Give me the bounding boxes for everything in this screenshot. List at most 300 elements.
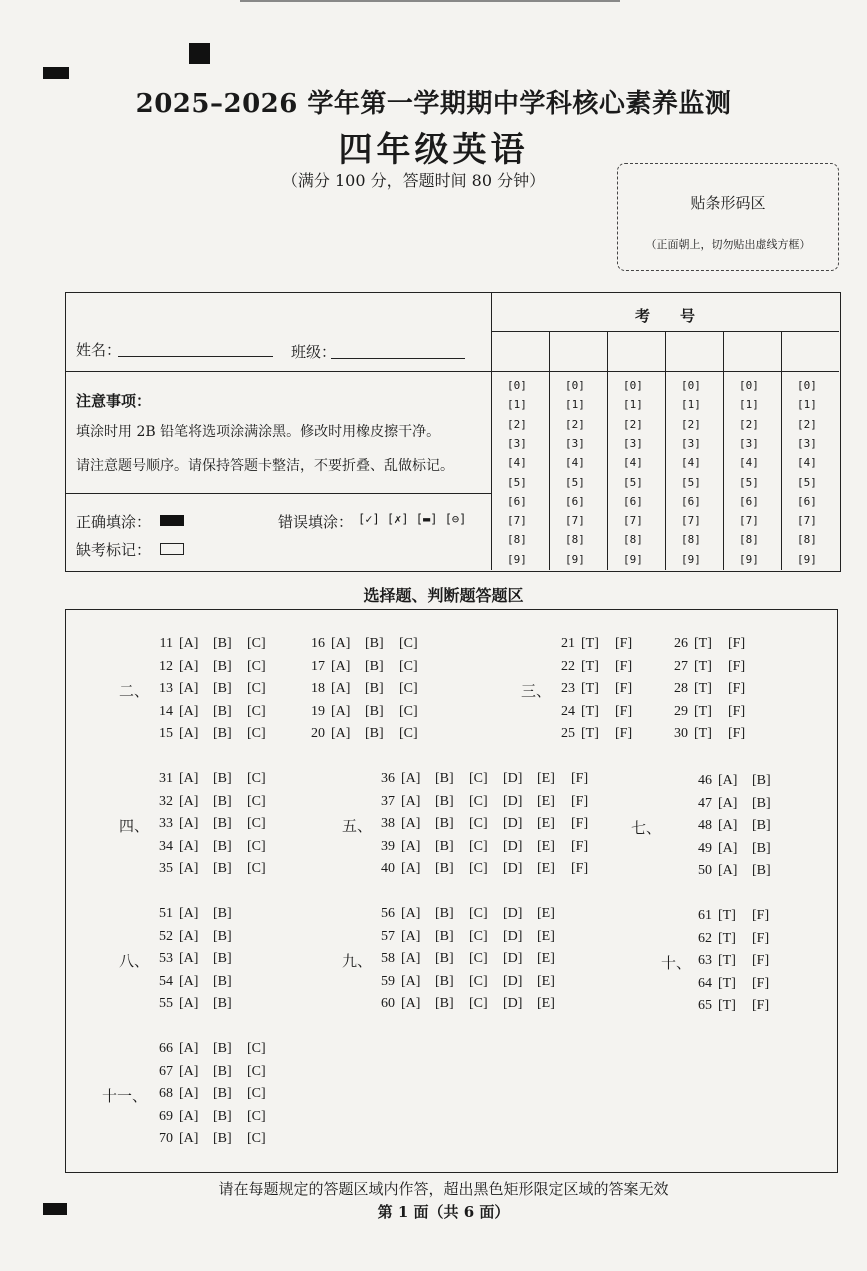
examno-digit-bubble[interactable]: [6] (623, 494, 643, 508)
answer-row-37 (373, 794, 605, 810)
examno-digit-bubble[interactable]: [5] (739, 475, 759, 489)
answer-option-bubble[interactable]: [D] (503, 906, 523, 921)
examno-digit-bubble[interactable]: [0] (797, 379, 817, 392)
answer-area (65, 609, 838, 1173)
examno-digit-bubble[interactable]: [8] (681, 533, 701, 547)
answer-option-bubble[interactable]: [A] (179, 681, 199, 697)
examno-digit-bubble[interactable]: [4] (681, 456, 701, 470)
answer-section-title: 选择题、判断题答题区 (363, 586, 524, 605)
examno-digit-bubble[interactable]: [5] (681, 475, 701, 489)
section-label: 十、 (661, 954, 692, 973)
answer-option-bubble[interactable]: [D] (503, 996, 523, 1012)
question-number: 46 (698, 773, 712, 788)
examno-digit-bubble[interactable]: [8] (507, 533, 527, 547)
answer-option-bubble[interactable]: [D] (503, 793, 523, 809)
answer-option-bubble[interactable]: [B] (435, 793, 454, 809)
answer-option-bubble[interactable]: [A] (718, 795, 738, 811)
question-number: 26 (674, 636, 688, 651)
question-number: 22 (561, 658, 575, 674)
answer-option-bubble[interactable]: [B] (435, 861, 454, 877)
answer-option-bubble[interactable]: [T] (581, 636, 599, 651)
question-number: 33 (159, 816, 173, 832)
answer-option-bubble[interactable]: [F] (752, 953, 770, 969)
answer-option-bubble[interactable]: [B] (213, 996, 232, 1012)
examno-digit-bubble[interactable]: [3] (565, 436, 585, 450)
answer-option-bubble[interactable]: [B] (213, 1041, 232, 1056)
examno-digit-bubble[interactable]: [2] (681, 417, 701, 431)
answer-option-bubble[interactable]: [F] (752, 930, 770, 946)
barcode-area (617, 163, 839, 271)
answer-option-bubble[interactable]: [F] (571, 793, 589, 809)
answer-option-bubble[interactable]: [T] (694, 703, 712, 719)
answer-option-bubble[interactable]: [T] (718, 908, 736, 923)
answer-row-15 (151, 726, 281, 742)
examno-digit-bubble[interactable]: [5] (507, 475, 527, 489)
answer-option-bubble[interactable]: [B] (752, 773, 771, 788)
examno-digit-bubble[interactable]: [0] (507, 379, 527, 392)
answer-option-bubble[interactable]: [C] (469, 838, 488, 854)
answer-option-bubble[interactable]: [D] (503, 973, 523, 989)
question-number: 28 (674, 681, 688, 697)
answer-option-bubble[interactable]: [B] (365, 703, 384, 719)
answer-option-bubble[interactable]: [C] (399, 636, 418, 651)
answer-option-bubble[interactable]: [F] (752, 908, 770, 923)
answer-option-bubble[interactable]: [A] (718, 840, 738, 856)
answer-option-bubble[interactable]: [A] (179, 1131, 199, 1147)
answer-row-46 (690, 773, 786, 789)
answer-option-bubble[interactable]: [E] (537, 906, 555, 921)
examno-digit-bubble[interactable]: [1] (797, 398, 817, 412)
answer-option-bubble[interactable]: [F] (571, 838, 589, 854)
answer-option-bubble[interactable]: [E] (537, 951, 555, 967)
answer-option-bubble[interactable]: [B] (213, 951, 232, 967)
examno-digit-bubble[interactable]: [3] (507, 436, 527, 450)
answer-option-bubble[interactable]: [E] (537, 838, 555, 854)
answer-option-bubble[interactable]: [A] (179, 793, 199, 809)
question-number: 68 (159, 1086, 173, 1102)
examno-digit-bubble[interactable]: [1] (565, 398, 585, 412)
examno-digit-bubble[interactable]: [1] (739, 398, 759, 412)
examno-digit-bubble[interactable]: [4] (565, 456, 585, 470)
answer-option-bubble[interactable]: [C] (469, 996, 488, 1012)
answer-option-bubble[interactable]: [B] (213, 928, 232, 944)
answer-option-bubble[interactable]: [F] (615, 726, 633, 742)
examno-digit-bubble[interactable]: [5] (797, 475, 817, 489)
question-number: 20 (311, 726, 325, 742)
examno-digit-bubble[interactable]: [9] (797, 552, 817, 566)
answer-row-58 (373, 951, 571, 967)
examno-digit-bubble[interactable]: [9] (739, 552, 759, 566)
answer-option-bubble[interactable]: [B] (435, 816, 454, 832)
answer-row-16 (303, 636, 433, 652)
examno-digit-bubble[interactable]: [2] (739, 417, 759, 431)
notice-title: 注意事项： (76, 392, 152, 410)
examno-digit-bubble[interactable]: [3] (623, 436, 643, 450)
examno-digit-bubble[interactable]: [4] (797, 456, 817, 470)
answer-option-bubble[interactable]: [B] (365, 726, 384, 742)
examno-digit-bubble[interactable]: [4] (739, 456, 759, 470)
question-number: 32 (159, 793, 173, 809)
exam-title: 2025–2026 学年第一学期期中学科核心素养监测 (135, 89, 732, 119)
examno-digit-bubble[interactable]: [1] (681, 398, 701, 412)
answer-option-bubble[interactable]: [E] (537, 996, 555, 1012)
registration-mark-top (189, 43, 210, 64)
answer-row-69 (151, 1109, 281, 1125)
answer-option-bubble[interactable]: [F] (728, 681, 746, 697)
examno-digit-bubble[interactable]: [9] (681, 552, 701, 566)
answer-option-bubble[interactable]: [B] (213, 973, 232, 989)
examno-digit-bubble[interactable]: [7] (565, 514, 585, 528)
examno-digit-bubble[interactable]: [3] (739, 436, 759, 450)
answer-option-bubble[interactable]: [E] (537, 771, 555, 786)
answer-option-bubble[interactable]: [C] (247, 636, 266, 651)
answer-option-bubble[interactable]: [C] (469, 951, 488, 967)
answer-option-bubble[interactable]: [A] (179, 951, 199, 967)
answer-row-32 (151, 794, 281, 810)
answer-option-bubble[interactable]: [F] (728, 726, 746, 742)
answer-option-bubble[interactable]: [A] (179, 1086, 199, 1102)
answer-option-bubble[interactable]: [A] (401, 996, 421, 1012)
answer-option-bubble[interactable]: [B] (213, 793, 232, 809)
answer-option-bubble[interactable]: [D] (503, 816, 523, 832)
answer-option-bubble[interactable]: [C] (247, 861, 266, 877)
answer-row-64 (690, 976, 786, 992)
answer-option-bubble[interactable]: [F] (752, 975, 770, 991)
answer-option-bubble[interactable]: [B] (435, 973, 454, 989)
question-number: 38 (381, 816, 395, 832)
examno-digit-bubble[interactable]: [1] (507, 398, 527, 412)
examno-digit-bubble[interactable]: [6] (507, 494, 527, 508)
question-number: 19 (311, 703, 325, 719)
footer-warning: 请在每题规定的答题区域内作答，超出黑色矩形限定区域的答案无效 (218, 1180, 669, 1198)
answer-option-bubble[interactable]: [F] (615, 636, 633, 651)
examno-digit-bubble[interactable]: [4] (507, 456, 527, 470)
answer-option-bubble[interactable]: [C] (247, 816, 266, 832)
answer-row-52 (151, 929, 247, 945)
examno-digit-bubble[interactable]: [1] (623, 398, 643, 412)
answer-option-bubble[interactable]: [C] (469, 906, 488, 921)
name-field[interactable] (118, 356, 273, 357)
answer-option-bubble[interactable]: [B] (435, 928, 454, 944)
answer-option-bubble[interactable]: [B] (213, 838, 232, 854)
answer-option-bubble[interactable]: [A] (179, 658, 199, 674)
question-number: 18 (311, 681, 325, 697)
answer-option-bubble[interactable]: [C] (247, 1131, 266, 1147)
answer-row-26 (666, 636, 762, 652)
answer-option-bubble[interactable]: [B] (435, 906, 454, 921)
question-number: 49 (698, 840, 712, 856)
question-number: 55 (159, 996, 173, 1012)
answer-option-bubble[interactable]: [T] (718, 975, 736, 991)
examno-digit-bubble[interactable]: [3] (681, 436, 701, 450)
examno-digit-bubble[interactable]: [0] (565, 379, 585, 392)
answer-option-bubble[interactable]: [C] (247, 771, 266, 786)
answer-row-19 (303, 704, 433, 720)
answer-option-bubble[interactable]: [F] (571, 861, 589, 877)
examno-digit-bubble[interactable]: [7] (681, 514, 701, 528)
answer-option-bubble[interactable]: [A] (179, 928, 199, 944)
student-info-box (65, 292, 841, 572)
answer-option-bubble[interactable]: [B] (365, 681, 384, 697)
answer-option-bubble[interactable]: [D] (503, 928, 523, 944)
answer-option-bubble[interactable]: [A] (179, 726, 199, 742)
answer-row-34 (151, 839, 281, 855)
answer-row-21 (553, 636, 649, 652)
answer-option-bubble[interactable]: [C] (247, 793, 266, 809)
answer-option-bubble[interactable]: [B] (435, 951, 454, 967)
answer-option-bubble[interactable]: [C] (399, 726, 418, 742)
answer-option-bubble[interactable]: [C] (469, 861, 488, 877)
answer-option-bubble[interactable]: [A] (179, 906, 199, 921)
section-label: 二、 (119, 682, 150, 701)
examno-digit-bubble[interactable]: [2] (507, 417, 527, 431)
answer-option-bubble[interactable]: [T] (694, 726, 712, 742)
examno-digit-bubble[interactable]: [9] (507, 552, 527, 566)
answer-option-bubble[interactable]: [C] (247, 681, 266, 697)
answer-option-bubble[interactable]: [B] (213, 1086, 232, 1102)
answer-option-bubble[interactable]: [A] (401, 906, 421, 921)
answer-row-51 (151, 906, 247, 922)
question-number: 52 (159, 928, 173, 944)
answer-option-bubble[interactable]: [A] (179, 1063, 199, 1079)
examno-digit-bubble[interactable]: [6] (797, 494, 817, 508)
answer-option-bubble[interactable]: [T] (581, 658, 599, 674)
answer-option-bubble[interactable]: [A] (401, 951, 421, 967)
examno-digit-bubble[interactable]: [5] (565, 475, 585, 489)
section-label: 十一、 (102, 1087, 148, 1106)
answer-option-bubble[interactable]: [A] (401, 861, 421, 877)
answer-option-bubble[interactable]: [C] (399, 681, 418, 697)
answer-row-12 (151, 659, 281, 675)
examno-digit-bubble[interactable]: [6] (565, 494, 585, 508)
answer-option-bubble[interactable]: [E] (537, 973, 555, 989)
answer-row-24 (553, 704, 649, 720)
answer-option-bubble[interactable]: [A] (718, 863, 738, 879)
answer-option-bubble[interactable]: [F] (728, 658, 746, 674)
answer-option-bubble[interactable]: [A] (179, 861, 199, 877)
answer-option-bubble[interactable]: [B] (213, 771, 232, 786)
wrong-fill-label: 错误填涂： (278, 513, 354, 531)
answer-option-bubble[interactable]: [T] (718, 953, 736, 969)
examno-digit-bubble[interactable]: [0] (681, 379, 701, 392)
answer-option-bubble[interactable]: [A] (179, 816, 199, 832)
answer-option-bubble[interactable]: [C] (399, 658, 418, 674)
answer-option-bubble[interactable]: [B] (752, 818, 771, 834)
answer-option-bubble[interactable]: [B] (213, 726, 232, 742)
answer-option-bubble[interactable]: [A] (331, 726, 351, 742)
answer-option-bubble[interactable]: [A] (718, 773, 738, 788)
answer-option-bubble[interactable]: [E] (537, 793, 555, 809)
section-label: 八、 (119, 952, 150, 971)
examno-digit-bubble[interactable]: [6] (681, 494, 701, 508)
answer-option-bubble[interactable]: [A] (179, 1041, 199, 1056)
answer-option-bubble[interactable]: [T] (581, 703, 599, 719)
examno-digit-bubble[interactable]: [3] (797, 436, 817, 450)
examno-digit-bubble[interactable]: [7] (623, 514, 643, 528)
examno-digit-bubble[interactable]: [0] (623, 379, 643, 392)
answer-option-bubble[interactable]: [B] (213, 658, 232, 674)
answer-option-bubble[interactable]: [B] (365, 636, 384, 651)
examno-digit-bubble[interactable]: [8] (565, 533, 585, 547)
answer-option-bubble[interactable]: [B] (213, 816, 232, 832)
question-number: 50 (698, 863, 712, 879)
answer-option-bubble[interactable]: [B] (752, 840, 771, 856)
section-label: 九、 (342, 952, 373, 971)
answer-option-bubble[interactable]: [T] (718, 930, 736, 946)
question-number: 31 (159, 771, 173, 786)
answer-option-bubble[interactable]: [E] (537, 816, 555, 832)
question-number: 63 (698, 953, 712, 969)
examno-digit-bubble[interactable]: [4] (623, 456, 643, 470)
question-number: 21 (561, 636, 575, 651)
answer-option-bubble[interactable]: [A] (179, 636, 199, 651)
answer-option-bubble[interactable]: [A] (401, 816, 421, 832)
absent-mark-label: 缺考标记： (76, 541, 152, 559)
question-number: 11 (159, 636, 173, 651)
answer-option-bubble[interactable]: [C] (469, 973, 488, 989)
answer-option-bubble[interactable]: [A] (401, 973, 421, 989)
answer-option-bubble[interactable]: [B] (435, 838, 454, 854)
examno-digit-bubble[interactable]: [7] (739, 514, 759, 528)
answer-option-bubble[interactable]: [E] (537, 928, 555, 944)
answer-option-bubble[interactable]: [B] (213, 681, 232, 697)
examno-digit-bubble[interactable]: [2] (797, 417, 817, 431)
answer-option-bubble[interactable]: [A] (179, 838, 199, 854)
answer-option-bubble[interactable]: [A] (331, 636, 351, 651)
answer-option-bubble[interactable]: [C] (469, 771, 488, 786)
question-number: 29 (674, 703, 688, 719)
answer-option-bubble[interactable]: [B] (213, 1131, 232, 1147)
examno-digit-bubble[interactable]: [7] (507, 514, 527, 528)
answer-option-bubble[interactable]: [A] (179, 1108, 199, 1124)
answer-option-bubble[interactable]: [C] (247, 703, 266, 719)
question-number: 59 (381, 973, 395, 989)
examno-digit-bubble[interactable]: [7] (797, 514, 817, 528)
notice-line-2: 请注意题号顺序。请保持答题卡整洁，不要折叠、乱做标记。 (76, 458, 454, 474)
answer-option-bubble[interactable]: [F] (615, 703, 633, 719)
examno-digit-bubble[interactable]: [5] (623, 475, 643, 489)
examno-digit-bubble[interactable]: [2] (623, 417, 643, 431)
answer-option-bubble[interactable]: [C] (247, 658, 266, 674)
examno-digit-bubble[interactable]: [8] (739, 533, 759, 547)
answer-option-bubble[interactable]: [B] (752, 863, 771, 879)
answer-row-67 (151, 1064, 281, 1080)
answer-option-bubble[interactable]: [C] (247, 1041, 266, 1056)
answer-option-bubble[interactable]: [C] (247, 726, 266, 742)
examno-digit-bubble[interactable]: [8] (623, 533, 643, 547)
answer-option-bubble[interactable]: [B] (213, 1108, 232, 1124)
answer-row-23 (553, 681, 649, 697)
answer-option-bubble[interactable]: [A] (331, 658, 351, 674)
answer-option-bubble[interactable]: [F] (728, 703, 746, 719)
section-label: 四、 (119, 817, 150, 836)
answer-option-bubble[interactable]: [T] (718, 998, 736, 1014)
answer-row-18 (303, 681, 433, 697)
answer-option-bubble[interactable]: [A] (718, 818, 738, 834)
info-divider (491, 293, 492, 570)
answer-option-bubble[interactable]: [C] (247, 1086, 266, 1102)
question-number: 65 (698, 998, 712, 1014)
answer-option-bubble[interactable]: [F] (615, 681, 633, 697)
answer-option-bubble[interactable]: [A] (401, 928, 421, 944)
answer-option-bubble[interactable]: [F] (752, 998, 770, 1014)
examno-digit-bubble[interactable]: [6] (739, 494, 759, 508)
question-number: 48 (698, 818, 712, 834)
answer-option-bubble[interactable]: [A] (179, 771, 199, 786)
answer-option-bubble[interactable]: [B] (365, 658, 384, 674)
question-number: 60 (381, 996, 395, 1012)
answer-option-bubble[interactable]: [B] (213, 1063, 232, 1079)
examno-column-divider (723, 331, 724, 570)
question-number: 53 (159, 951, 173, 967)
answer-option-bubble[interactable]: [T] (581, 726, 599, 742)
answer-option-bubble[interactable]: [A] (401, 793, 421, 809)
class-field[interactable] (331, 358, 465, 359)
answer-row-59 (373, 974, 571, 990)
examno-digit-bubble[interactable]: [8] (797, 533, 817, 547)
answer-option-bubble[interactable]: [A] (179, 996, 199, 1012)
answer-option-bubble[interactable]: [T] (694, 636, 712, 651)
answer-option-bubble[interactable]: [C] (247, 1108, 266, 1124)
answer-option-bubble[interactable]: [B] (213, 861, 232, 877)
answer-option-bubble[interactable]: [T] (694, 658, 712, 674)
answer-option-bubble[interactable]: [C] (399, 703, 418, 719)
answer-option-bubble[interactable]: [F] (571, 816, 589, 832)
answer-option-bubble[interactable]: [C] (247, 1063, 266, 1079)
answer-option-bubble[interactable]: [D] (503, 951, 523, 967)
answer-option-bubble[interactable]: [B] (213, 636, 232, 651)
answer-option-bubble[interactable]: [A] (401, 771, 421, 786)
answer-option-bubble[interactable]: [A] (401, 838, 421, 854)
answer-option-bubble[interactable]: [B] (435, 996, 454, 1012)
examno-digit-bubble[interactable]: [2] (565, 417, 585, 431)
answer-option-bubble[interactable]: [F] (615, 658, 633, 674)
answer-option-bubble[interactable]: [A] (179, 973, 199, 989)
answer-option-bubble[interactable]: [A] (331, 681, 351, 697)
name-label: 姓名： (76, 341, 122, 359)
question-number: 17 (311, 658, 325, 674)
answer-row-68 (151, 1086, 281, 1102)
answer-option-bubble[interactable]: [T] (581, 681, 599, 697)
answer-row-31 (151, 771, 281, 787)
answer-option-bubble[interactable]: [C] (469, 793, 488, 809)
examno-digit-bubble[interactable]: [0] (739, 379, 759, 392)
answer-option-bubble[interactable]: [A] (179, 703, 199, 719)
answer-row-13 (151, 681, 281, 697)
answer-option-bubble[interactable]: [C] (469, 816, 488, 832)
answer-option-bubble[interactable]: [E] (537, 861, 555, 877)
answer-option-bubble[interactable]: [B] (213, 703, 232, 719)
answer-option-bubble[interactable]: [D] (503, 838, 523, 854)
answer-option-bubble[interactable]: [C] (247, 838, 266, 854)
answer-option-bubble[interactable]: [D] (503, 861, 523, 877)
answer-option-bubble[interactable]: [F] (728, 636, 746, 651)
answer-option-bubble[interactable]: [B] (213, 906, 232, 921)
answer-option-bubble[interactable]: [B] (435, 771, 454, 786)
answer-option-bubble[interactable]: [F] (571, 771, 589, 786)
answer-option-bubble[interactable]: [C] (469, 928, 488, 944)
answer-option-bubble[interactable]: [A] (331, 703, 351, 719)
absent-mark-box[interactable] (160, 543, 184, 555)
question-number: 64 (698, 975, 712, 991)
answer-option-bubble[interactable]: [D] (503, 771, 523, 786)
examno-digit-bubble[interactable]: [9] (565, 552, 585, 566)
page-number: 第 1 面（共 6 面） (377, 1203, 510, 1221)
answer-option-bubble[interactable]: [T] (694, 681, 712, 697)
question-number: 34 (159, 838, 173, 854)
answer-option-bubble[interactable]: [B] (752, 795, 771, 811)
examno-digit-bubble[interactable]: [9] (623, 552, 643, 566)
